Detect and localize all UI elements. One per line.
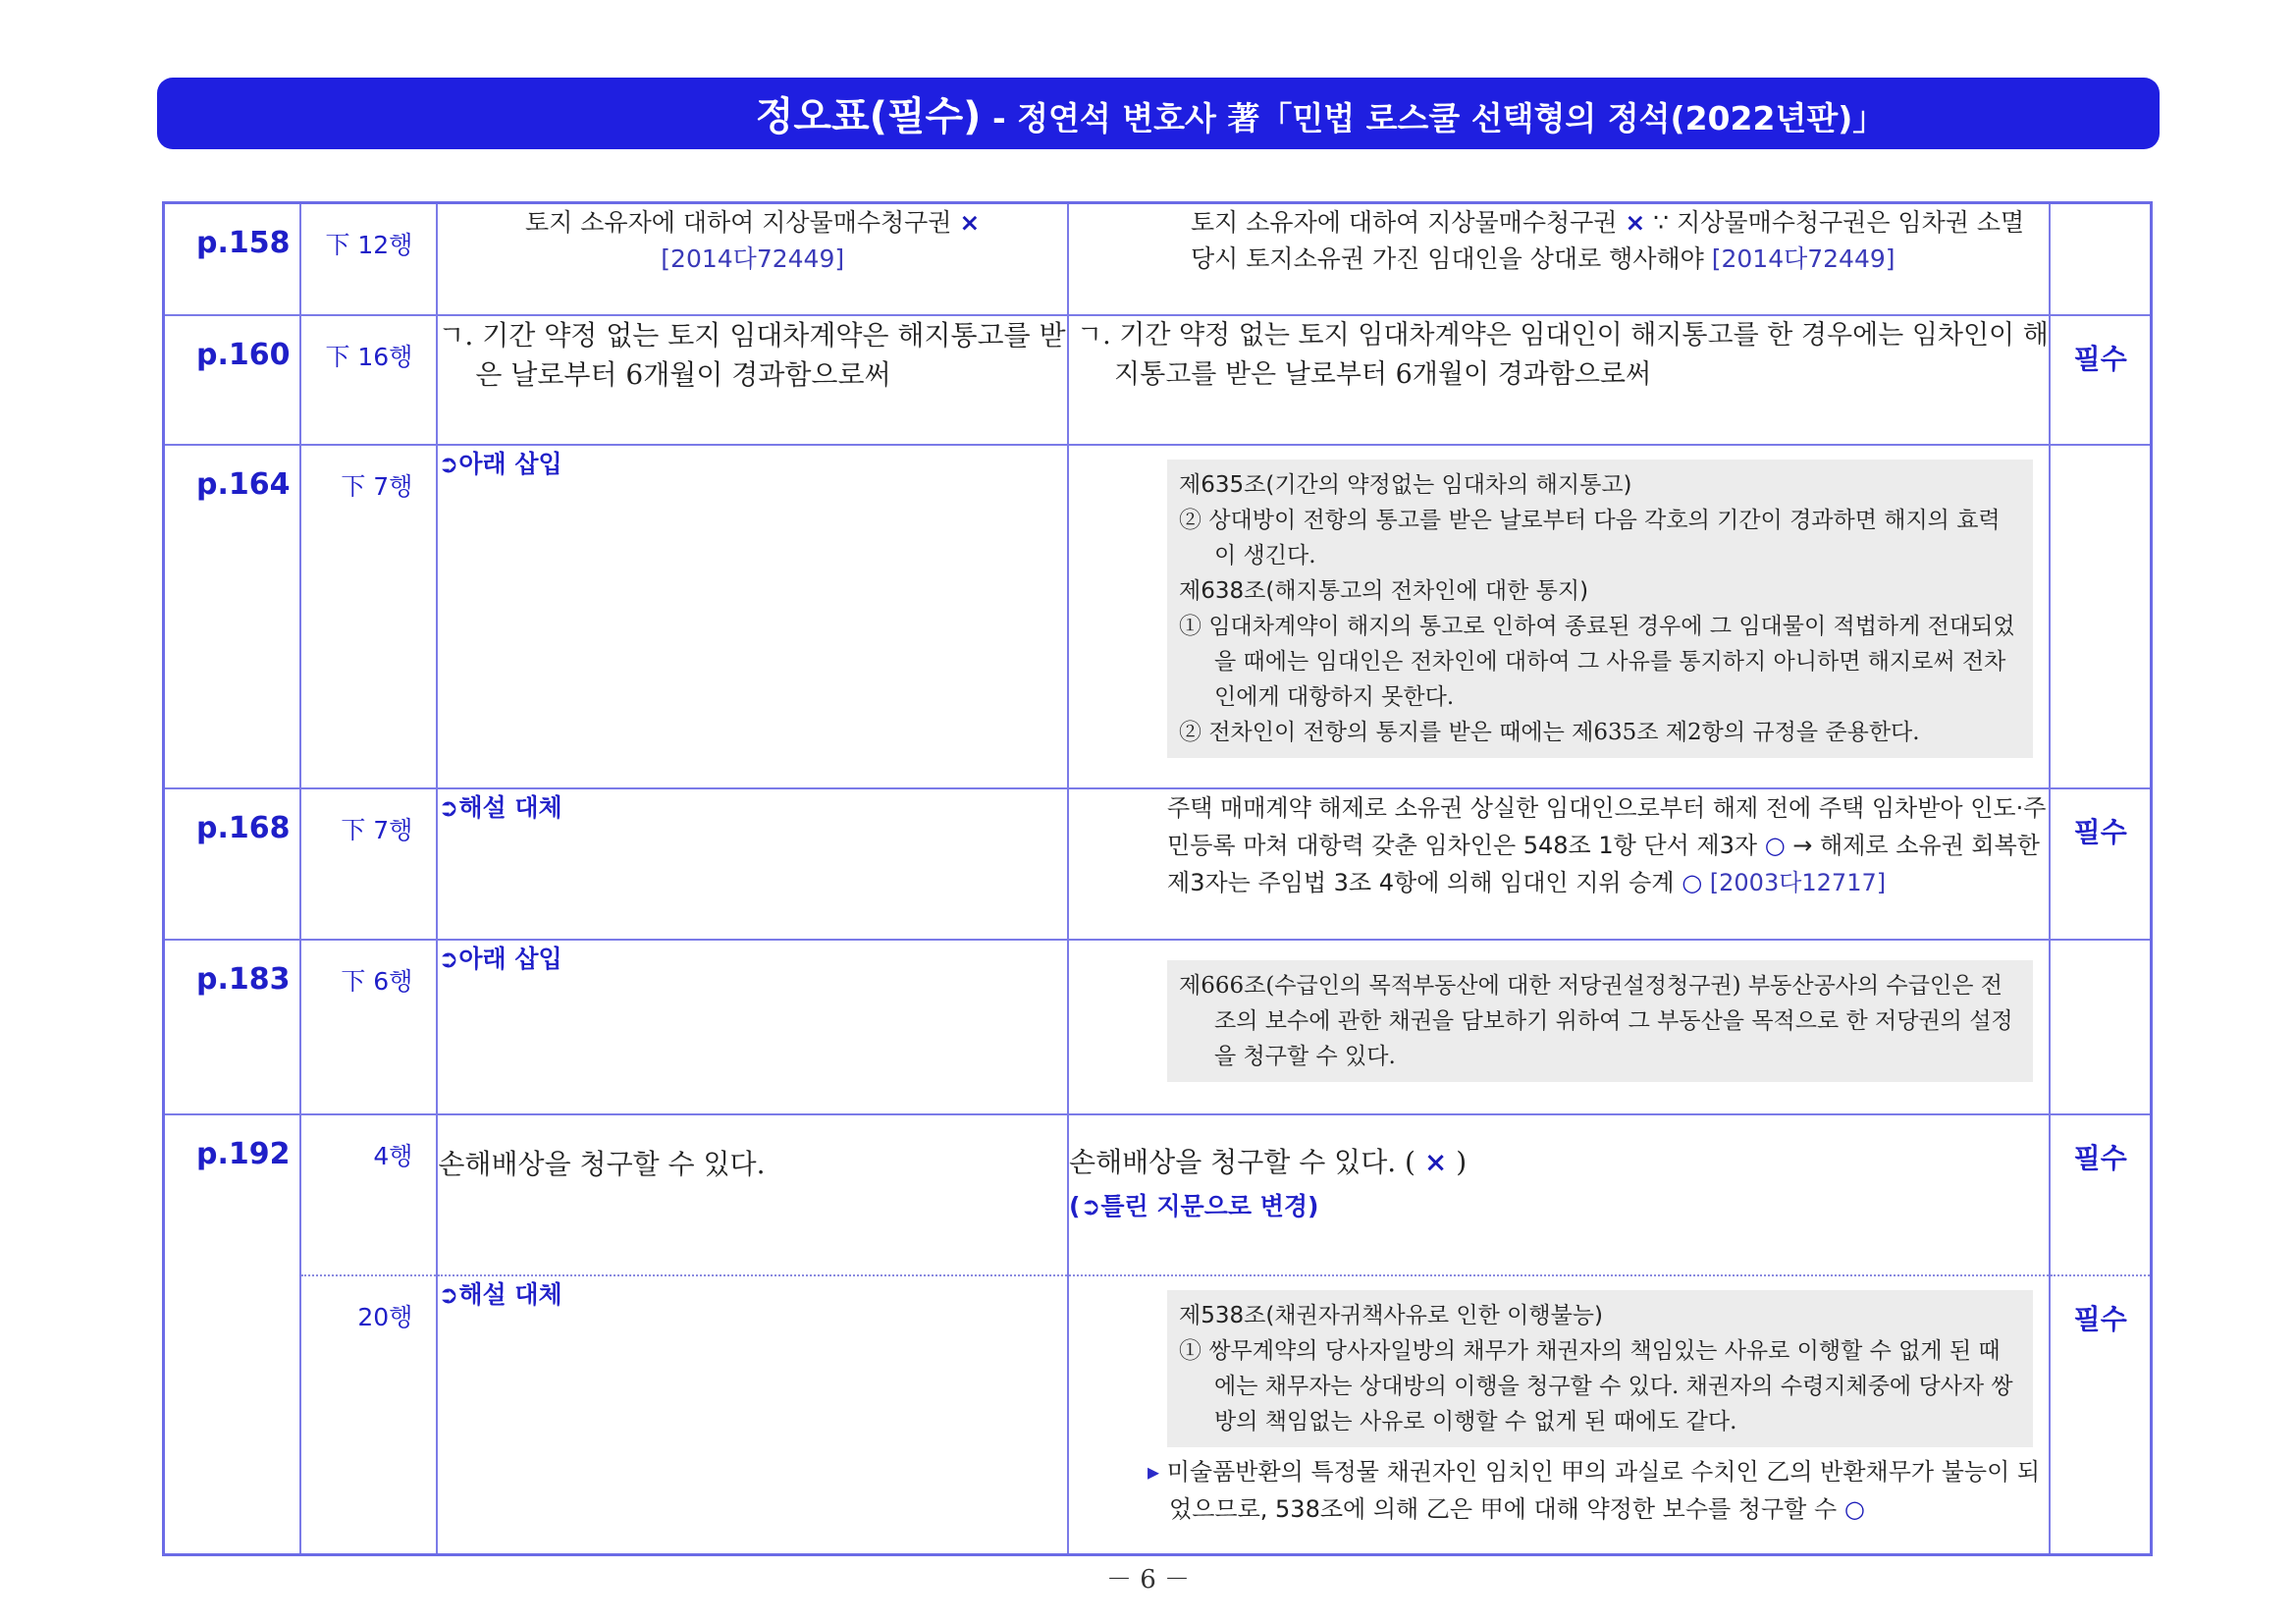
explanation-text: 미술품반환의 특정물 채권자인 임치인 甲의 과실로 수치인 乙의 반환채무가 불능이 되었으므로, 538조에 의해 乙은 甲에 대해 약정한 보수를 청구할 수: [1159, 1458, 2041, 1523]
statute-box: [1167, 460, 2033, 758]
statute-box: [1167, 960, 2033, 1082]
flag-cell: [2050, 788, 2151, 940]
original-cell: [437, 788, 1068, 940]
explanation-bullet: [1148, 1453, 2049, 1528]
errata-table: [162, 201, 2153, 1556]
title-subtitle: - 정연석 변호사 著「민법 로스쿨 선택형의 정석(2022년판)」: [981, 99, 1886, 137]
citation: [2003다12717]: [1702, 869, 1887, 896]
x-mark-icon: ×: [1625, 208, 1646, 237]
original-cell: [437, 1275, 1068, 1555]
table-row: [164, 445, 2152, 788]
page-cell: [164, 788, 300, 940]
table-row: [164, 1114, 2152, 1275]
statute-paragraph: ② 전차인이 전항의 통지를 받은 때에는 제635조 제2항의 규정을 준용한다.: [1179, 720, 1920, 745]
flag-cell: [2050, 1275, 2151, 1555]
line-label: 下 12행: [325, 231, 413, 259]
title-bar: [157, 78, 2160, 149]
corrected-text-reason: ∵ 지상물매수청구권은 임차권 소멸 당시 토지소유권 가진 임대인을 상대로 행사해야: [1191, 208, 2025, 273]
flag-cell: [2050, 940, 2151, 1114]
line-label: 下 6행: [341, 967, 413, 996]
circle-mark-icon: ○: [1843, 1495, 1865, 1523]
required-flag: 필수: [2073, 343, 2127, 375]
line-cell: [300, 788, 437, 940]
instruction-replace-explanation: ➲해설 대체: [438, 1280, 562, 1309]
statute-box: [1167, 1290, 2033, 1447]
corrected-cell: [1068, 940, 2050, 1114]
statute-paragraph: ② 상대방이 전항의 통고를 받은 날로부터 다음 각호의 기간이 경과하면 해지의 효력이 생긴다.: [1179, 508, 2001, 568]
required-flag: [2051, 446, 2150, 467]
required-flag: 필수: [2073, 1303, 2127, 1335]
table-row: [164, 940, 2152, 1114]
corrected-text-close: ): [1447, 1146, 1468, 1178]
original-text: ㄱ. 기간 약정 없는 토지 임대차계약은 해지통고를 받은 날로부터 6개월이 경과함으로써: [438, 319, 1066, 391]
statute-title: 제638조(해지통고의 전차인에 대한 통지): [1179, 578, 1589, 604]
statute-title: 제635조(기간의 약정없는 임대차의 해지통고): [1179, 472, 1632, 498]
flag-cell: [2050, 203, 2151, 316]
citation: [2014다72449]: [661, 244, 845, 273]
corrected-text-part: 손해배상을 청구할 수 있다. (: [1069, 1146, 1424, 1178]
circle-mark-icon: ○: [1682, 869, 1703, 896]
line-cell: [300, 1114, 437, 1275]
statute-title: 제538조(채권자귀책사유로 인한 이행불능): [1179, 1303, 1603, 1328]
line-cell: [300, 445, 437, 788]
statute-paragraph: 제666조(수급인의 목적부동산에 대한 저당권설정청구권) 부동산공사의 수급인은 전조의 보수에 관한 채권을 담보하기 위하여 그 부동산을 목적으로 한 저당권의 설정을 청구할 수 있다.: [1179, 973, 2013, 1069]
line-cell: [300, 1275, 437, 1555]
corrected-text: [1069, 1143, 2049, 1182]
flag-cell: [2050, 315, 2151, 445]
page-cell: [164, 1114, 300, 1555]
line-cell: [300, 940, 437, 1114]
page-number: － 6 －: [1105, 1565, 1191, 1595]
line-label: 下 7행: [341, 472, 413, 501]
table-row: [164, 788, 2152, 940]
flag-cell: [2050, 445, 2151, 788]
line-cell: [300, 203, 437, 316]
page-cell: [164, 203, 300, 316]
circle-mark-icon: ○: [1764, 832, 1786, 859]
page-label: p.183: [196, 962, 291, 997]
line-label: 20행: [357, 1303, 413, 1331]
line-label: 下 16행: [325, 343, 413, 371]
corrected-text-part: 주택 매매계약 해제로 소유권 상실한 임대인으로부터 해제 전에 주택 임차받아 인도·주민등록 마쳐 대항력 갖춘 임차인은 548조 1항 단서 제3자: [1167, 794, 2047, 859]
table-row: [164, 315, 2152, 445]
original-cell: [437, 445, 1068, 788]
page-cell: [164, 315, 300, 445]
corrected-cell: [1068, 445, 2050, 788]
required-flag: 필수: [2073, 1142, 2127, 1174]
page-cell: [164, 445, 300, 788]
corrected-note: (➲틀린 지문으로 변경): [1069, 1192, 1319, 1220]
corrected-text-part: → 해제로 소유권 회복한 제3자는 주임법 3조 4항에 의해 임대인 지위 승계: [1167, 832, 2040, 896]
line-label: 下 7행: [341, 816, 413, 844]
original-text: 토지 소유자에 대하여 지상물매수청구권: [525, 208, 960, 237]
title-main: 정오표(필수): [755, 94, 982, 139]
corrected-text: 토지 소유자에 대하여 지상물매수청구권: [1191, 208, 1626, 237]
original-cell: [437, 315, 1068, 445]
original-cell: [437, 203, 1068, 316]
x-mark-icon: ×: [959, 208, 981, 237]
line-label: 4행: [373, 1142, 413, 1170]
instruction-replace-explanation: ➲해설 대체: [438, 793, 562, 822]
statute-paragraph: ① 임대차계약이 해지의 통고로 인하여 종료된 경우에 그 임대물이 적법하게 전대되었을 때에는 임대인은 전차인에 대하여 그 사유를 통지하지 아니하면 해지로써 전차인에게 대항하지 못한다.: [1179, 614, 2015, 710]
original-cell: [437, 940, 1068, 1114]
line-cell: [300, 315, 437, 445]
original-text: 손해배상을 청구할 수 있다.: [438, 1148, 766, 1180]
instruction-insert-below: ➲아래 삽입: [438, 945, 562, 973]
page-label: p.160: [196, 338, 291, 372]
page-title: [756, 85, 1886, 141]
corrected-cell: [1068, 315, 2050, 445]
corrected-cell: [1068, 203, 2050, 316]
required-flag: [2051, 941, 2150, 962]
corrected-text: ㄱ. 기간 약정 없는 토지 임대차계약은 임대인이 해지통고를 한 경우에는 임차인이 해지통고를 받은 날로부터 6개월이 경과함으로써: [1077, 320, 2049, 390]
corrected-text: [1167, 789, 2049, 901]
table-row: [164, 203, 2152, 316]
required-flag: [2051, 204, 2150, 226]
corrected-cell: [1068, 788, 2050, 940]
original-cell: [437, 1114, 1068, 1275]
x-mark-icon: ×: [1423, 1146, 1448, 1178]
page-cell: [164, 940, 300, 1114]
page-label: p.168: [196, 811, 291, 845]
instruction-insert-below: ➲아래 삽입: [438, 450, 562, 478]
corrected-cell: [1068, 1114, 2050, 1275]
flag-cell: [2050, 1114, 2151, 1275]
bullet-icon: ▸: [1148, 1458, 1160, 1486]
corrected-cell: [1068, 1275, 2050, 1555]
table-row: [164, 1275, 2152, 1555]
page-label: p.192: [196, 1137, 291, 1171]
required-flag: 필수: [2073, 816, 2127, 848]
statute-paragraph: ① 쌍무계약의 당사자일방의 채무가 채권자의 책임있는 사유로 이행할 수 없게 된 때에는 채무자는 상대방의 이행을 청구할 수 있다. 채권자의 수령지체중에 당사자 쌍방의 책임없는 사유로 이행할 수 없게 된 때에도 같다.: [1179, 1338, 2013, 1435]
page-label: p.164: [196, 467, 291, 502]
citation: [2014다72449]: [1711, 244, 1896, 273]
page-label: p.158: [196, 226, 291, 260]
